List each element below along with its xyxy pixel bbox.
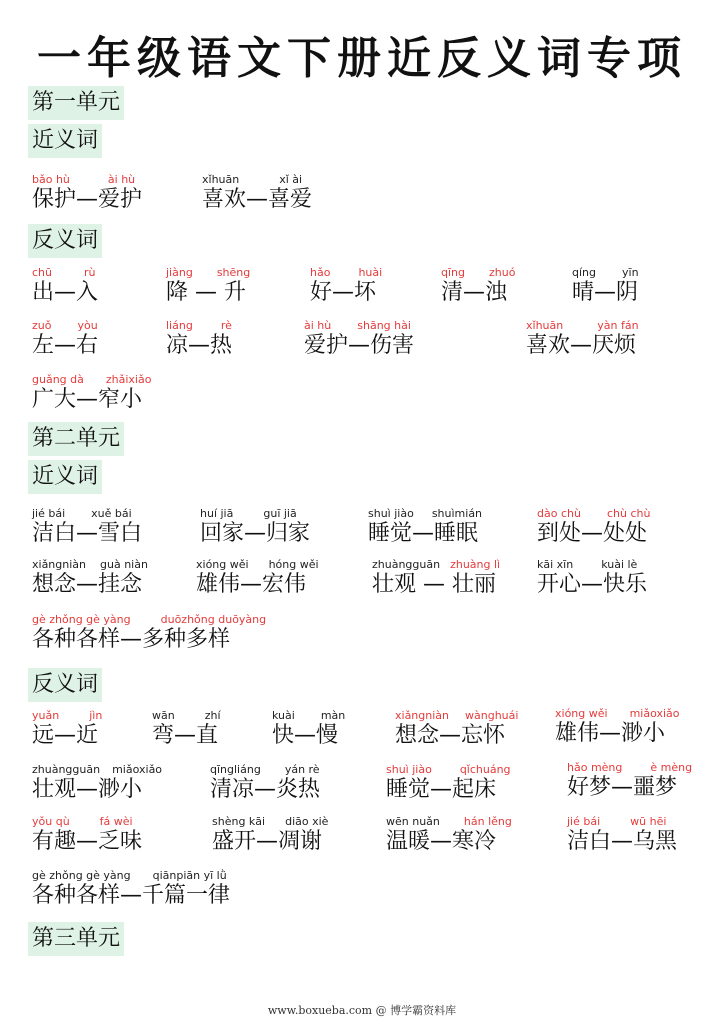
hanzi-pair: 广大—窄小 [32,387,143,412]
hanzi-pair: 想念—挂念 [32,572,143,597]
pinyin-line: shèng kāi diāo xiè [212,815,329,828]
pinyin-line: xǐhuān xǐ ài [202,173,303,186]
pinyin-line: hǎo mèng è mèng [567,761,693,774]
pinyin-line: ài hù shāng hài [304,319,411,332]
unit-3-label: 第三单元 [28,922,124,956]
hanzi-pair: 壮观—渺小 [32,777,143,802]
pinyin-line: xiǎngniàn guà niàn [32,558,148,571]
pinyin-line: jiàng shēng [166,266,251,279]
unit-2-label: 第二单元 [28,422,124,456]
hanzi-pair: 睡觉—睡眠 [368,521,479,546]
pinyin-line: yǒu qù fá wèi [32,815,133,828]
hanzi-pair: 雄伟—渺小 [555,721,666,746]
hanzi-pair: 左—右 [32,333,99,358]
pinyin-line: kuài màn [272,709,346,722]
hanzi-pair: 盛开—凋谢 [212,829,323,854]
pinyin-line: xiǎngniàn wànghuái [395,709,519,722]
hanzi-pair: 出—入 [32,280,99,305]
hanzi-pair: 爱护—伤害 [304,333,415,358]
hanzi-pair: 保护—爱护 [32,187,143,212]
pinyin-line: qīngliáng yán rè [210,763,320,776]
hanzi-pair: 好梦—噩梦 [567,775,678,800]
pinyin-line: xióng wěi hóng wěi [196,558,319,571]
pinyin-line: qīng zhuó [441,266,516,279]
hanzi-pair: 有趣—乏味 [32,829,143,854]
hanzi-pair: 雄伟—宏伟 [196,572,307,597]
hanzi-pair: 开心—快乐 [537,572,648,597]
hanzi-pair: 远—近 [32,723,99,748]
hanzi-pair: 喜欢—厌烦 [526,333,637,358]
hanzi-pair: 睡觉—起床 [386,777,497,802]
unit-1-synonyms-label: 近义词 [28,124,102,158]
hanzi-pair: 各种各样—多种多样 [32,627,231,652]
pinyin-line: jié bái xuě bái [32,507,132,520]
hanzi-pair: 洁白—雪白 [32,521,143,546]
pinyin-line: bǎo hù ài hù [32,173,136,186]
pinyin-line: zuǒ yòu [32,319,98,332]
pinyin-line: zhuàngguān zhuàng lì [372,558,501,571]
hanzi-pair: 弯—直 [152,723,219,748]
pinyin-line: kāi xīn kuài lè [537,558,638,571]
hanzi-pair: 壮观 — 壮丽 [372,572,496,597]
pinyin-line: huí jiā guī jiā [200,507,297,520]
page-title: 一年级语文下册近反义词专项 [37,33,687,84]
pinyin-line: zhuàngguān miǎoxiǎo [32,763,163,776]
hanzi-pair: 回家—归家 [200,521,311,546]
pinyin-line: chū rù [32,266,96,279]
pinyin-line: shuì jiào shuìmián [368,507,483,520]
hanzi-pair: 快—慢 [272,723,339,748]
pinyin-line: wēn nuǎn hán lěng [386,815,512,828]
unit-1-antonyms-label: 反义词 [28,224,102,258]
hanzi-pair: 温暖—寒冷 [386,829,497,854]
hanzi-pair: 清—浊 [441,280,508,305]
pinyin-line: xióng wěi miǎoxiǎo [555,707,680,720]
hanzi-pair: 降 — 升 [166,280,246,305]
pinyin-line: xǐhuān yàn fán [526,319,639,332]
hanzi-pair: 到处—处处 [537,521,648,546]
unit-2-antonyms-label: 反义词 [28,668,102,702]
unit-1-label: 第一单元 [28,86,124,120]
pinyin-line: hǎo huài [310,266,383,279]
hanzi-pair: 好—坏 [310,280,377,305]
hanzi-pair: 洁白—乌黑 [567,829,678,854]
pinyin-line: gè zhǒng gè yàng duōzhǒng duōyàng [32,613,267,626]
hanzi-pair: 喜欢—喜爱 [202,187,313,212]
unit-2-synonyms-label: 近义词 [28,460,102,494]
hanzi-pair: 晴—阴 [572,280,639,305]
pinyin-line: gè zhǒng gè yàng qiānpiān yī lǜ [32,869,227,882]
hanzi-pair: 各种各样—千篇一律 [32,883,231,908]
pinyin-line: qíng yīn [572,266,639,279]
hanzi-pair: 凉—热 [166,333,233,358]
pinyin-line: liáng rè [166,319,232,332]
hanzi-pair: 清凉—炎热 [210,777,321,802]
pinyin-line: jié bái wū hēi [567,815,667,828]
footer-watermark: www.boxueba.com @ 博学霸资料库 [267,1004,457,1017]
hanzi-pair: 想念—忘怀 [395,723,506,748]
pinyin-line: dào chù chù chù [537,507,651,520]
pinyin-line: guǎng dà zhǎixiǎo [32,373,152,386]
pinyin-line: yuǎn jìn [32,709,103,722]
pinyin-line: shuì jiào qǐchuáng [386,763,511,776]
pinyin-line: wān zhí [152,709,221,722]
